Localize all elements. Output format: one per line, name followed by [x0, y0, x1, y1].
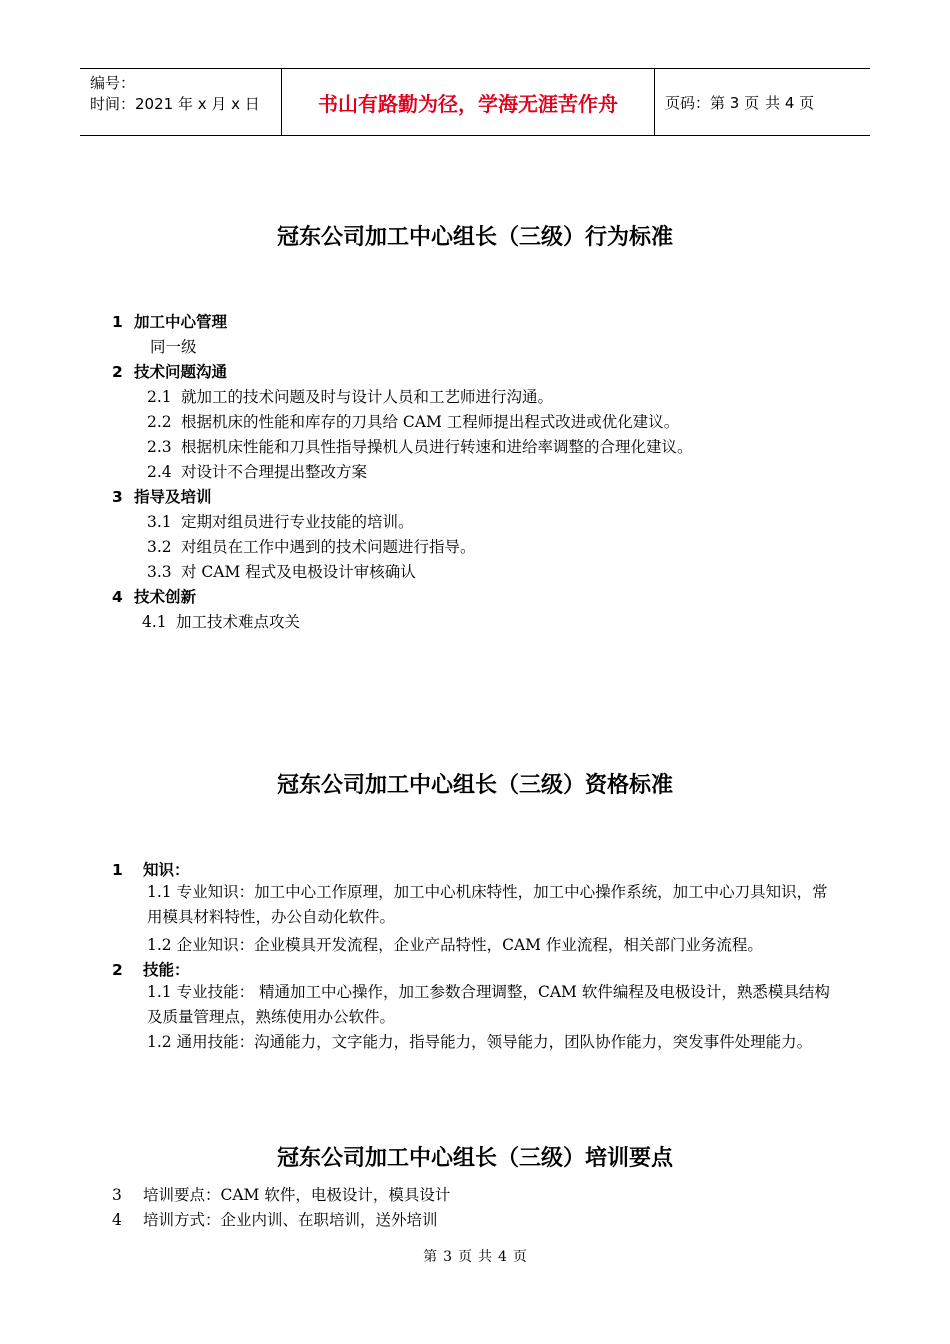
time-label: 时间：2021 年 x 月 x 日	[90, 95, 260, 113]
section1-title: 冠东公司加工中心组长（三级）行为标准	[276, 225, 673, 250]
s2-heading-2: 2 技能：	[112, 961, 190, 979]
header-meta-cell	[80, 69, 281, 135]
motto-cell	[281, 69, 655, 135]
s1-item-3-2: 3.2 对组员在工作中遇到的技术问题进行指导。	[147, 538, 476, 556]
page-total: 共 4 页	[765, 93, 815, 112]
section3-title: 冠东公司加工中心组长（三级）培训要点	[276, 1146, 673, 1171]
page-footer	[0, 1246, 950, 1266]
s3-item-4: 4 培训方式：企业内训、在职培训，送外培训	[112, 1211, 438, 1229]
section2-title: 冠东公司加工中心组长（三级）资格标准	[276, 773, 673, 798]
s2-heading-1: 1 知识：	[112, 861, 190, 879]
s2-item-2-1: 1.1 专业技能： 精通加工中心操作，加工参数合理调整，CAM 软件编程及电极设计，熟悉模具结构及质量管理点，熟练使用办公软件。	[147, 983, 830, 1026]
s1-item-2-2: 2.2 根据机床的性能和库存的刀具给 CAM 工程师提出程式改进或优化建议。	[147, 413, 680, 431]
s2-item-1-2: 1.2 企业知识：企业模具开发流程，企业产品特性，CAM 作业流程，相关部门业务流程。	[147, 936, 763, 954]
document-header	[80, 68, 870, 136]
s1-heading-4: 4 技术创新	[112, 588, 197, 606]
s1-heading-2: 2 技术问题沟通	[112, 363, 228, 381]
page-label: 页码：第 3 页	[665, 93, 760, 112]
s1-item-3-3: 3.3 对 CAM 程式及电极设计审核确认	[147, 563, 416, 581]
page-cell	[655, 69, 870, 135]
s1-heading-3: 3 指导及培训	[112, 488, 212, 506]
footer-part: 页	[512, 1249, 527, 1265]
number-label: 编号：	[90, 74, 136, 92]
s3-item-3: 3 培训要点：CAM 软件，电极设计，模具设计	[112, 1186, 451, 1204]
footer-part: 第	[423, 1249, 438, 1265]
s2-item-1-1: 1.1 专业知识：加工中心工作原理，加工中心机床特性，加工中心操作系统，加工中心刀具知识，常用模具材料特性，办公自动化软件。	[147, 883, 828, 926]
s1-item-4-1: 4.1 加工技术难点攻关	[142, 613, 301, 631]
s1-heading-1: 1 加工中心管理	[112, 313, 228, 331]
footer-part: 3	[443, 1249, 452, 1265]
s1-item-2-3: 2.3 根据机床性能和刀具性指导操机人员进行转速和进给率调整的合理化建议。	[147, 438, 693, 456]
s1-item-3-1: 3.1 定期对组员进行专业技能的培训。	[147, 513, 414, 531]
s1-item-2-4: 2.4 对设计不合理提出整改方案	[147, 463, 368, 481]
motto-text: 书山有路勤为径，学海无涯苦作舟	[318, 91, 618, 116]
footer-part: 共	[478, 1249, 492, 1265]
footer-part: 页	[458, 1249, 472, 1265]
s1-item-2-1: 2.1 就加工的技术问题及时与设计人员和工艺师进行沟通。	[147, 388, 554, 406]
s2-item-2-2: 1.2 通用技能：沟通能力，文字能力，指导能力，领导能力，团队协作能力，突发事件处理能力。	[147, 1033, 813, 1051]
footer-part: 4	[498, 1249, 507, 1265]
s1-text-same-level: 同一级	[150, 338, 197, 356]
